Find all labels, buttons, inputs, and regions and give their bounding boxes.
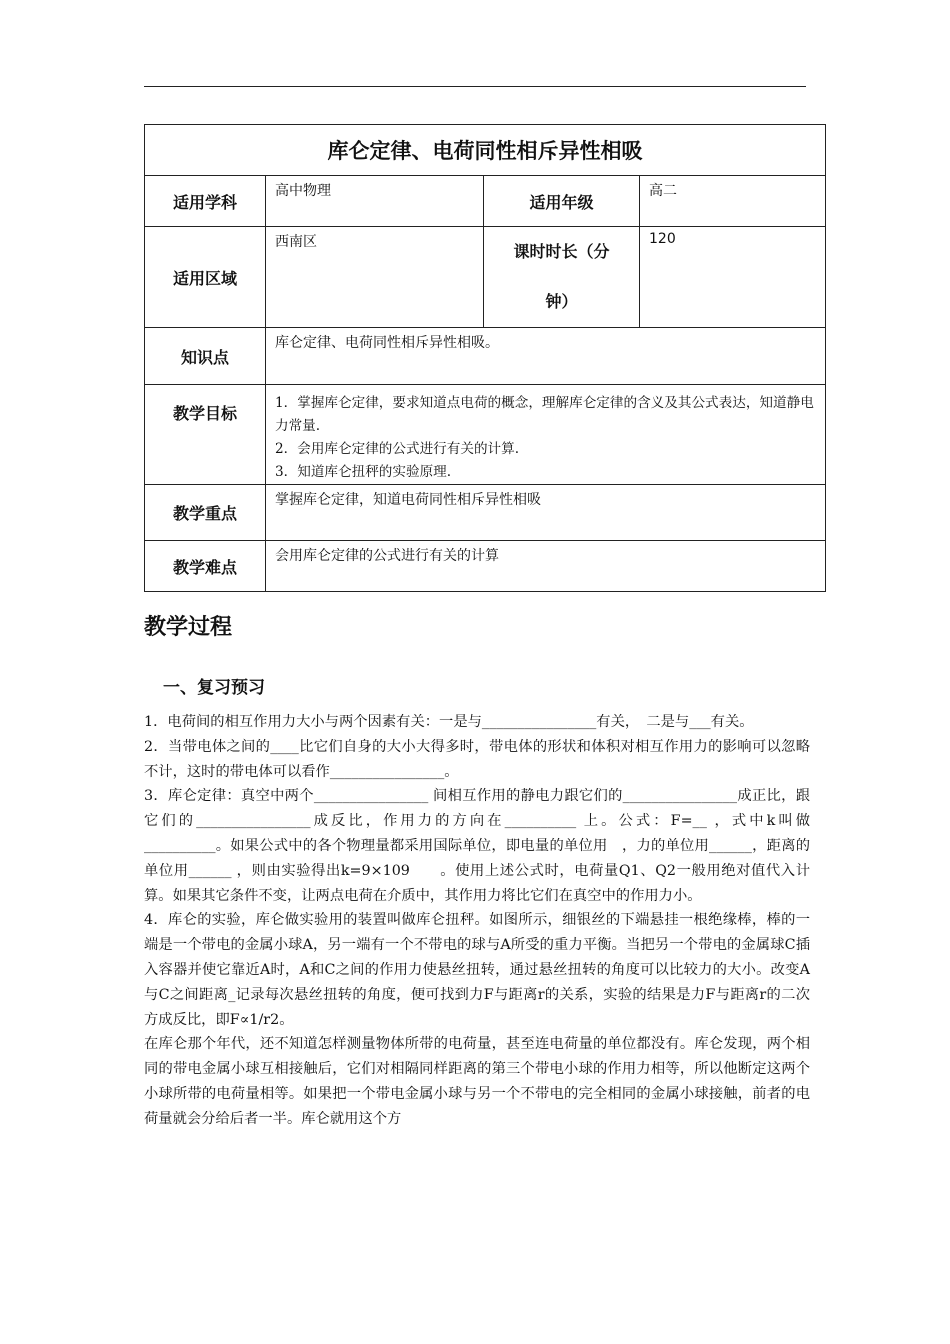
focus-label: 教学重点 bbox=[145, 485, 266, 541]
goal-item: 1．掌握库仑定律，要求知道点电荷的概念，理解库仑定律的含义及其公式表达，知道静电力常量. bbox=[275, 395, 814, 434]
goals-list bbox=[266, 385, 826, 485]
lesson-info-table bbox=[144, 124, 826, 592]
grade-label: 适用年级 bbox=[484, 176, 640, 227]
review-paragraph: 3．库仑定律：真空中两个________________ 间相互作用的静电力跟它们的________________成正比，跟它们的________________成反比，作用力的方向在__________ 上。公式：F=__ ，式中k叫做__________。如果公式中的各个物理量都采用国际单位，即电量的单位用 ，力的单位用______，距离的单位用______ ，则由实验得出k=9×109 。使用上述公式时，电荷量Q1、Q2一般用绝对值代入计算。如果其它条件不变，让两点电荷在介质中，其作用力将比它们在真空中的作用力小。 bbox=[144, 788, 810, 904]
review-body bbox=[144, 710, 810, 1132]
goals-label: 教学目标 bbox=[145, 385, 266, 485]
subject-label: 适用学科 bbox=[145, 176, 266, 227]
process-title: 教学过程 bbox=[144, 615, 233, 640]
difficulty-value: 会用库仑定律的公式进行有关的计算 bbox=[266, 541, 826, 592]
review-section-title: 一、复习预习 bbox=[163, 678, 265, 698]
review-paragraph: 4．库仑的实验，库仑做实验用的装置叫做库仑扭秤。如图所示，细银丝的下端悬挂一根绝缘棒，棒的一端是一个带电的金属小球A，另一端有一个不带电的球与A所受的重力平衡。当把另一个带电的金属球C插入容器并使它靠近A时，A和C之间的作用力使悬丝扭转，通过悬丝扭转的角度可以比较力的大小。改变A与C之间距离_记录每次悬丝扭转的角度，便可找到力F与距离r的关系，实验的结果是力F与距离r的二次方成反比，即F∝1/r2。 bbox=[144, 912, 810, 1028]
subject-value: 高中物理 bbox=[266, 176, 484, 227]
goal-item: 2．会用库仑定律的公式进行有关的计算. bbox=[275, 441, 520, 457]
region-value: 西南区 bbox=[266, 227, 484, 328]
duration-label-line1: 课时时长（分 bbox=[513, 242, 610, 261]
duration-label-line2: 钟） bbox=[545, 292, 578, 311]
difficulty-label: 教学难点 bbox=[145, 541, 266, 592]
review-paragraph: 在库仑那个年代，还不知道怎样测量物体所带的电荷量，甚至连电荷量的单位都没有。库仑发现，两个相同的带电金属小球互相接触后，它们对相隔同样距离的第三个带电小球的作用力相等，所以他断定这两个小球所带的电荷量相等。如果把一个带电金属小球与另一个不带电的完全相同的金属小球接触，前者的电荷量就会分给后者一半。库仑就用这个方 bbox=[144, 1036, 810, 1127]
header-rule bbox=[144, 86, 806, 87]
goal-item: 3．知道库仑扭秤的实验原理. bbox=[275, 464, 452, 480]
knowledge-value: 库仑定律、电荷同性相斥异性相吸。 bbox=[266, 328, 826, 385]
page-title: 库仑定律、电荷同性相斥异性相吸 bbox=[145, 125, 826, 176]
focus-value: 掌握库仑定律，知道电荷同性相斥异性相吸 bbox=[266, 485, 826, 541]
grade-value: 高二 bbox=[640, 176, 826, 227]
duration-value: 120 bbox=[640, 227, 826, 328]
duration-label bbox=[484, 227, 640, 328]
review-paragraph: 1．电荷间的相互作用力大小与两个因素有关：一是与________________有关， 二是与___有关。 bbox=[144, 714, 754, 730]
region-label: 适用区域 bbox=[145, 227, 266, 328]
knowledge-label: 知识点 bbox=[145, 328, 266, 385]
review-paragraph: 2．当带电体之间的____比它们自身的大小大得多时，带电体的形状和体积对相互作用力的影响可以忽略不计，这时的带电体可以看作________________。 bbox=[144, 738, 810, 780]
